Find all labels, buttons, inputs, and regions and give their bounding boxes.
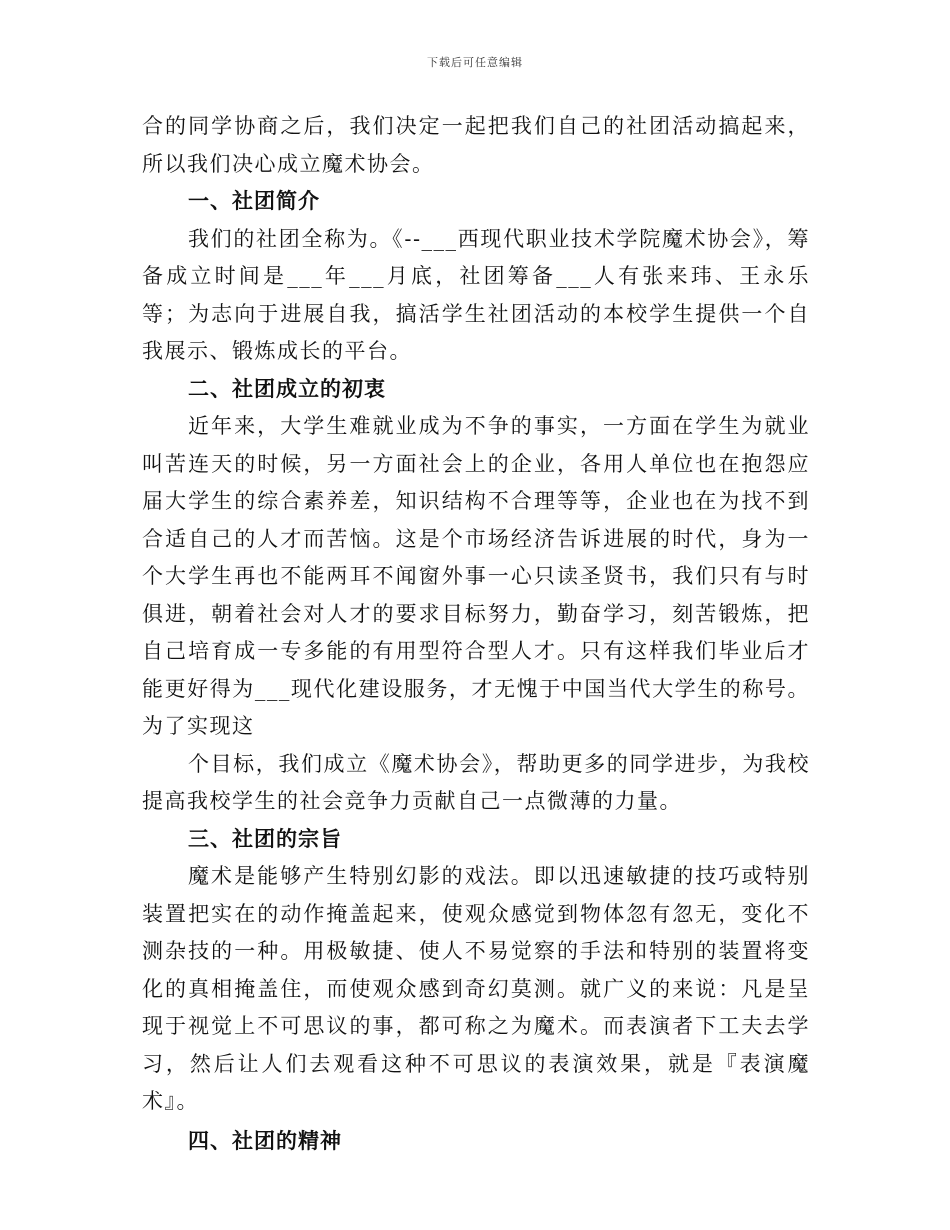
document-body (142, 108, 810, 1160)
section-heading-4: 四、社团的精神 (188, 1128, 342, 1153)
paragraph-club-goal: 个目标，我们成立《魔术协会》，帮助更多的同学进步，为我校提高我校学生的社会竞争力贡献自己一点微薄的力量。 (142, 751, 810, 813)
paragraph-club-intro: 我们的社团全称为。《--___西现代职业技术学院魔术协会》，筹备成立时间是___年___月底，社团筹备___人有张来玮、王永乐等；为志向于进展自我，搞活学生社团活动的本校学生提供一个自我展示、锻炼成长的平台。 (142, 226, 810, 363)
paragraph-intro: 合的同学协商之后，我们决定一起把我们自己的社团活动搞起来，所以我们决心成立魔术协会。 (142, 114, 810, 176)
paragraph-club-motivation: 近年来，大学生难就业成为不争的事实，一方面在学生为就业叫苦连天的时候，另一方面社会上的企业，各用人单位也在抱怨应届大学生的综合素养差，知识结构不合理等等，企业也在为找不到合适自己的人才而苦恼。这是个市场经济告诉进展的时代，身为一个大学生再也不能两耳不闻窗外事一心只读圣贤书，我们只有与时俱进，朝着社会对人才的要求目标努力，勤奋学习，刻苦锻炼，把自己培育成一专多能的有用型符合型人才。只有这样我们毕业后才能更好得为___现代化建设服务，才无愧于中国当代大学生的称号。为了实现这 (142, 414, 810, 738)
section-heading-3: 三、社团的宗旨 (188, 826, 342, 851)
section-heading-1: 一、社团简介 (188, 189, 320, 213)
page-header: 下载后可任意编辑 (427, 56, 523, 69)
section-heading-2: 二、社团成立的初衷 (188, 376, 386, 401)
paragraph-club-purpose: 魔术是能够产生特别幻影的戏法。即以迅速敏捷的技巧或特别装置把实在的动作掩盖起来，使观众感觉到物体忽有忽无，变化不测杂技的一种。用极敏捷、使人不易觉察的手法和特别的装置将变化的真相掩盖住，而使观众感到奇幻莫测。就广义的来说：凡是呈现于视觉上不可思议的事，都可称之为魔术。而表演者下工夫去学习，然后让人们去观看这种不可思议的表演效果，就是『表演魔术』。 (142, 864, 810, 1113)
